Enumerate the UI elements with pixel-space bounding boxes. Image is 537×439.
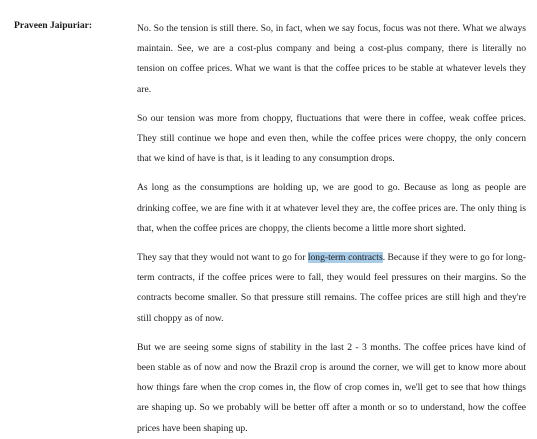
speaker-name: Praveen Jaipuriar: [14, 20, 93, 31]
paragraph-4-after-text: . Because if they were to go for long-term contracts, if the coffee prices were to fall, they would feel pressures on their margins. So the contracts become smaller. So that pressure still remains. The coffee prices are still high and they're still choppy as of now. [137, 252, 526, 324]
paragraph-4-before-text: They say that they would not want to go for [137, 252, 308, 264]
paragraph-2[interactable]: So our tension was more from choppy, fluctuations that were there in coffee, weak coffee prices. They still continue we hope and even then, while the coffee prices were choppy, the only concern that we kind of have is that, is it leading to any consumption drops. [137, 112, 526, 165]
transcript-content [137, 19, 526, 439]
paragraph-3[interactable]: As long as the consumptions are holding up, we are good to go. Because as long as people are drinking coffee, we are fine with it at whatever level they are, the coffee prices are. The only thing is that, when the coffee prices are choppy, the clients become a little more short sighted. [137, 182, 526, 234]
paragraph-4[interactable] [137, 248, 526, 329]
paragraph-1[interactable]: No. So the tension is still there. So, in fact, when we say focus, focus was not there. What we always maintain. See, we are a cost-plus company and being a cost-plus company, there is literally no tension on coffee prices. What we want is that the coffee prices to be stable at whatever levels they are. [137, 23, 526, 95]
highlighted-selection[interactable]: long-term contracts [307, 252, 383, 264]
paragraph-5[interactable]: But we are seeing some signs of stability in the last 2 - 3 months. The coffee prices have kind of been stable as of now and now the Brazil crop is around the corner, we will get to know more about how things fare when the crop comes in, the flow of crop comes in, we'll get to see that how things are shaping up. So we probably will be better off after a month or so to understand, how the coffee prices have been shaping up. [137, 341, 526, 434]
